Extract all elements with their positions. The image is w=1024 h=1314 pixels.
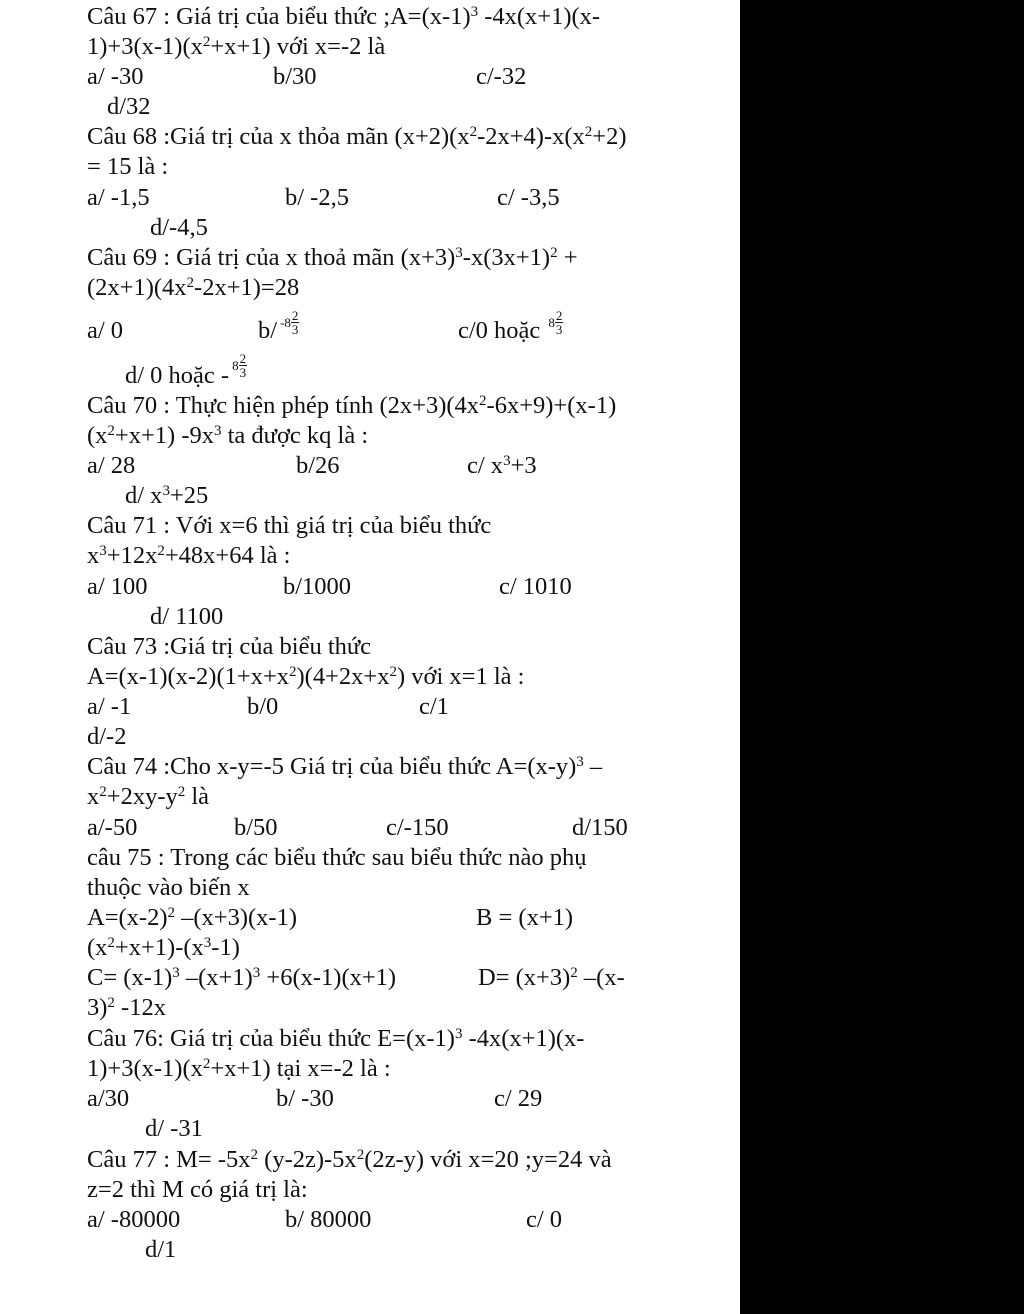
question-67-text-cont: $1)+3(x-1)(x^2+x+1)$ với x=-2 là: [87, 33, 386, 60]
option-d: d/ -31: [145, 1115, 203, 1142]
question-70-text-cont: $(x^2+x+1)$ $-9x^3$ ta được kq là :: [87, 422, 369, 449]
option-b: b/ -30: [276, 1085, 334, 1112]
expression-b: B = (x+1): [476, 904, 574, 931]
right-black-margin: [740, 0, 1024, 1314]
question-76-text: Câu 76: Giá trị của biểu thức $E=(x-1)^3$ -4x(x+1)(x-: [87, 1025, 585, 1052]
option-b: b/30: [273, 63, 317, 90]
option-d: d/32: [107, 93, 151, 120]
option-a: a/ 28: [87, 452, 136, 479]
expression-d-cont: 3)$^2$ -12x: [87, 994, 166, 1021]
fraction: 8 $\frac{2}{3}$: [232, 350, 247, 380]
option-c: c/1: [419, 693, 449, 720]
option-b: b/26: [296, 452, 340, 479]
option-a: a/ 0: [87, 317, 124, 344]
question-75-text-cont: thuộc vào biến x: [87, 874, 250, 901]
question-68-text: Câu 68 :Giá trị của x thỏa mãn $(x+2)(x^2-2x+4)-x(x^2+2)$: [87, 123, 627, 150]
option-d: d/ 0 hoặc - 8 $\frac{2}{3}$: [125, 350, 247, 389]
expression-b-cont: $(x^2+x+1)-(x^3-1)$: [87, 934, 240, 961]
option-b: b/ -8 $\frac{2}{3}$: [258, 307, 299, 344]
option-d: d/ 1100: [150, 603, 224, 630]
option-c: c/-32: [476, 63, 527, 90]
question-71-text-cont: $x^3+12x^2+48x+64$ là :: [87, 542, 291, 569]
option-b: b/ -2,5: [285, 184, 349, 211]
question-73-text: Câu 73 :Giá trị của biểu thức: [87, 633, 372, 660]
question-71-text: Câu 71 : Với x=6 thì giá trị của biểu thức: [87, 512, 492, 539]
question-74-text-cont: $x^2+2xy-y^2$ là: [87, 783, 210, 810]
option-a: a/ -1,5: [87, 184, 150, 211]
option-d: d/150: [572, 814, 628, 841]
question-68-text-cont: = 15 là :: [87, 153, 169, 180]
option-c: c/0 hoặc 8 $\frac{2}{3}$: [458, 307, 563, 344]
option-c: c/-150: [386, 814, 449, 841]
expression-c: $C= (x-1)^3$ $-(x+1)^3 +6(x-1)(x+1)$: [87, 964, 397, 991]
option-c: c/ 29: [494, 1085, 543, 1112]
fraction: -8 $\frac{2}{3}$: [280, 307, 299, 337]
question-77-text-cont: z=2 thì M có giá trị là:: [87, 1176, 308, 1203]
question-74-text: Câu 74 :Cho x-y=-5 Giá trị của biểu thức $A=(x-y)^3$ –: [87, 753, 603, 780]
option-b: b/50: [234, 814, 278, 841]
expression-d: $D= (x+3)^2$ –(x-: [478, 964, 625, 991]
option-a: a/-50: [87, 814, 138, 841]
option-c: c/ 1010: [499, 573, 572, 600]
question-69-text-cont: $(2x+1)(4x^2-2x+1)=28$: [87, 274, 300, 301]
question-73-text-cont: $A=(x-1)(x-2)(1+x+x^2)(4+2x+x^2)$ với x=1 là :: [87, 663, 525, 690]
option-c: c/ -3,5: [497, 184, 560, 211]
option-c: c/ 0: [526, 1206, 563, 1233]
expression-a: $A=(x-2)^2$ –(x+3)(x-1): [87, 904, 297, 931]
option-c: c/ $x^3+3$: [467, 452, 537, 479]
question-70-text: Câu 70 : Thực hiện phép tính $(2x+3)(4x^2-6x+9)+(x-1)$: [87, 392, 617, 419]
fraction: 8 $\frac{2}{3}$: [548, 307, 563, 337]
question-67-text: Câu 67 : Giá trị của biểu thức $;A=(x-1)^3$ -4x(x+1)(x-: [87, 3, 601, 30]
option-a: a/ -1: [87, 693, 132, 720]
question-77-text: Câu 77 : $M= -5x^2$ $(y-2z)-5x^2(2z-y)$ với x=20 ;y=24 và: [87, 1146, 612, 1173]
option-b: b/0: [247, 693, 279, 720]
option-d: d/1: [145, 1236, 177, 1263]
option-a: a/ 100: [87, 573, 148, 600]
question-75-text: câu 75 : Trong các biểu thức sau biểu thức nào phụ: [87, 844, 587, 871]
question-69-text: Câu 69 : Giá trị của x thoả mãn $(x+3)^3-x(3x+1)^2$ +: [87, 244, 578, 271]
option-a: a/30: [87, 1085, 130, 1112]
option-b: b/1000: [283, 573, 352, 600]
option-a: a/ -80000: [87, 1206, 181, 1233]
option-b: b/ 80000: [285, 1206, 372, 1233]
question-76-text-cont: $1)+3(x-1)(x^2+x+1)$ tại x=-2 là :: [87, 1055, 391, 1082]
option-d: d/-2: [87, 723, 127, 750]
option-d: d/ $x^3+25$: [125, 482, 209, 509]
option-d: d/-4,5: [150, 214, 208, 241]
option-a: a/ -30: [87, 63, 144, 90]
